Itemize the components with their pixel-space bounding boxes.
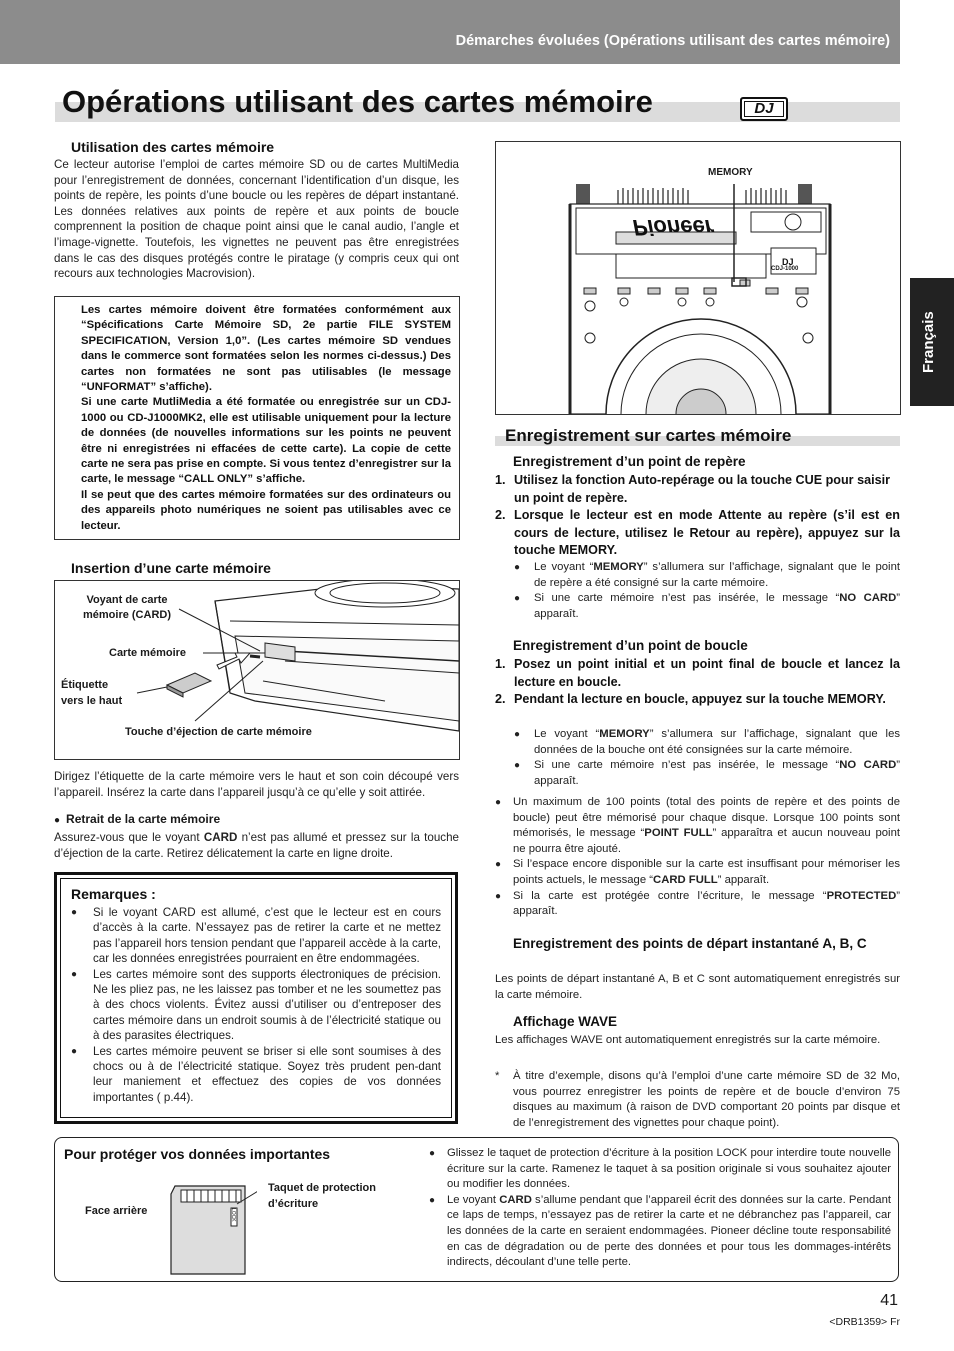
label-card: Carte mémoire — [109, 647, 187, 659]
remarks-box — [54, 872, 458, 1124]
loop-heading: Enregistrement d’un point de boucle — [513, 638, 748, 653]
protect-heading: Pour protéger vos données importantes — [64, 1146, 331, 1162]
removal-heading-row — [54, 812, 220, 826]
sd-card-illustration — [167, 1182, 257, 1277]
header-section-title: Démarches évoluées (Opérations utilisant des cartes mémoire) — [455, 33, 890, 49]
page-title: Opérations utilisant des cartes mémoire — [62, 84, 653, 119]
language-tab-label: Français — [920, 311, 937, 373]
cue-bullet-2 — [514, 591, 900, 622]
lock-text: LOCK — [230, 1208, 236, 1222]
warning-paragraph-2: Si une carte MutliMedia a été formatée ou enregistrée sur un CDJ-1000 ou CD-J1000MK2, elle est utilisable uniquement pour la lecture de données (de nouvelles informations sur les points ne peuvent être ni enregistrées ni effacées de cette carte). La copie de cette carte ne sera pas prise en compte. Si vous tentez d’enregistrer sur la carte, le message “CALL ONLY” s’affiche. — [81, 396, 451, 486]
hotcue-heading: Enregistrement des points de départ instantané A, B, C — [513, 936, 867, 951]
text-part: ” apparaît. — [513, 889, 900, 918]
text-part: ” apparaît. — [717, 873, 770, 886]
insertion-body: Dirigez l’étiquette de la carte mémoire vers le haut et son coin découpé vers l’appareil. Insérez la carte dans l’appareil jusqu’à ce qu’elle y soit attirée. — [54, 770, 459, 799]
step-text: Utilisez la fonction Auto-repérage ou la touche CUE pour saisir un point de repère. — [514, 473, 890, 505]
general-bullet-2 — [495, 857, 900, 888]
text-part: Si l’espace encore disponible sur la carte est insuffisant pour mémoriser les points actuels, le message “ — [513, 858, 900, 886]
label-card-led-1: Voyant de carte — [86, 594, 168, 606]
protect-bullet-2 — [429, 1193, 891, 1271]
dj-badge: DJ — [740, 97, 788, 121]
wave-heading: Affichage WAVE — [513, 1014, 618, 1029]
step-text: Pendant la lecture en boucle, appuyez sur la touche MEMORY. — [514, 692, 886, 707]
remark-item: ● Si le voyant CARD est allumé, c’est que le lecteur est en cours d’accès à la carte. N’essayez pas de retirer la carte et ne mettez pas l’appareil hors tension pendant que l’appareil accède à la carte, car les données enregistrées pourraient en être endommagées. — [71, 905, 441, 967]
protect-box — [54, 1137, 899, 1282]
text-bold: MEMORY — [593, 561, 644, 573]
text-part: ” apparaîtra et aucun nouveau point ne pourra être ajouté. — [513, 827, 900, 855]
text-part: s’allume pendant que l’appareil écrit des données sur la carte. Pendant ce laps de temps, n’essayez pas de retirer la carte et ne débranchez pas l’appareil, car les données de la carte en seraient endommagées. Pioneer décline toute responsabilité en cas de dégradation ou de perte des données et pour tous les dommages-intérêts indirects, découlant d’une telle perte. — [447, 1193, 891, 1269]
cue-step-1 — [495, 472, 900, 507]
loop-bullet-1 — [514, 727, 900, 758]
warning-paragraph-3: Il se peut que des cartes mémoire formatées sur des ordinateurs ou des appareils photo numériques ne soient pas utilisables avec ce lecteur. — [81, 488, 451, 532]
brand-logo-mirrored: Pioneer — [632, 215, 714, 240]
general-bullet-3 — [495, 889, 900, 920]
step-text: Posez un point initial et un point final de boucle et lancez la lecture en boucle. — [514, 657, 900, 689]
protect-bullet-1: ● Glissez le taquet de protection d’écriture à la position LOCK pour interdire toute nouvelle écriture sur la carte. Ramenez le taquet à sa position originale si vous souhaitez ajouter ou modifier les données. — [429, 1146, 891, 1193]
cue-heading: Enregistrement d’un point de repère — [513, 454, 746, 469]
remark-item: ● Les cartes mémoire sont des supports électroniques de précision. Ne les pliez pas, ne les laissez pas tomber et ne les soumettez pas à des chocs violents. Évitez aussi d’utiliser ou d’entreposer des cartes mémoire dans un endroit soumis à de l’électricité statique ou à des parasites électriques. — [71, 967, 441, 1044]
removal-body — [54, 830, 459, 861]
label-card-led-2: mémoire (CARD) — [82, 609, 171, 621]
model-label: CDJ-1000 — [771, 266, 799, 272]
cue-step-2 — [495, 507, 900, 560]
svg-text:DJ: DJ — [782, 257, 794, 267]
back-label: Face arrière — [85, 1205, 148, 1217]
header-bar — [0, 0, 900, 64]
text-part: Si la carte est protégée contre l’écriture, le message “ — [513, 889, 827, 902]
remark-item: ● Les cartes mémoire peuvent se briser si elle sont soumises à des chocs ou à de l’électricité statique. Soyez très prudent pen-dant leur maniement et effectuez des copies de vos données importantes ( p.44). — [71, 1044, 441, 1106]
tab-label-2: d’écriture — [268, 1198, 319, 1210]
text-part: Le voyant “ — [534, 728, 600, 740]
text-part: ” apparaît. — [534, 759, 900, 787]
text-part: ” s’allumera sur l’affichage, signalant que le point de repère a été consigné sur la carte mémoire. — [534, 561, 900, 589]
step-number: 2. — [495, 692, 506, 707]
doc-code: <DRB1359> Fr — [829, 1316, 900, 1328]
step-number: 2. — [495, 508, 506, 523]
general-bullet-1 — [495, 795, 900, 857]
usage-heading: Utilisation des cartes mémoire — [71, 139, 275, 155]
removal-body-bold: CARD — [203, 831, 238, 844]
wave-body: Les affichages WAVE ont automatiquement enregistrés sur la carte mémoire. — [495, 1034, 881, 1046]
step-number: 1. — [495, 657, 506, 671]
removal-heading: Retrait de la carte mémoire — [66, 812, 221, 826]
text-bold: PROTECTED — [826, 889, 897, 902]
memory-label: MEMORY — [708, 167, 753, 178]
text-part: Le voyant — [447, 1193, 500, 1206]
device-illustration — [496, 142, 900, 414]
cue-bullet-1 — [514, 560, 900, 591]
page-number: 41 — [880, 1292, 898, 1309]
text-part: Si une carte mémoire n’est pas insérée, le message “ — [534, 592, 840, 605]
text-part: Un maximum de 100 points (total des points de repère et des points de boucle) peut être mémorisé pour chaque disque. Lorsque 100 points sont mémorisés, le message “ — [513, 796, 900, 840]
device-figure — [495, 141, 901, 415]
note-asterisk: * — [495, 1070, 500, 1082]
text-bold: POINT FULL — [644, 827, 713, 840]
label-label-up-2: vers le haut — [61, 695, 123, 707]
text-part: ” s’allumera sur l’affichage, signalant que les données de la bouche ont été consignées sur la carte mémoire. — [534, 728, 900, 756]
label-label-up-1: Étiquette — [61, 679, 109, 691]
tab-label-1: Taquet de protection — [268, 1182, 376, 1194]
insertion-heading: Insertion d’une carte mémoire — [71, 560, 271, 576]
hotcue-body: Les points de départ instantané A, B et C sont automatiquement enregistrés sur la carte mémoire. — [495, 973, 900, 1001]
wave-note — [495, 1069, 900, 1131]
text-bold: CARD FULL — [653, 873, 718, 886]
loop-step-2 — [495, 691, 900, 709]
step-text: Lorsque le lecteur est en mode Attente au repère (s’il est en cours de lecture, utilisez le Retour au repère), appuyez sur la touche MEMORY. — [514, 508, 900, 558]
warning-paragraph-1: Les cartes mémoire doivent être formatées conformément aux “Spécifications Carte Mémoire SD, 2e partie FILE SYSTEM SPECIFICATION, Version 1,0”. (Les cartes mémoire SD vendues dans le commerce sont formatées selon les normes ci-dessus.) Des cartes non formatées ne sont pas utilisables (le message “UNFORMAT” s’affiche). — [81, 304, 451, 394]
remarks-heading: Remarques : — [71, 886, 156, 902]
step-number: 1. — [495, 473, 506, 487]
label-eject: Touche d’éjection de carte mémoire — [125, 726, 312, 738]
loop-bullet-2 — [514, 758, 900, 789]
note-text: À titre d’exemple, disons qu’à l’emploi d’une carte mémoire SD de 32 Mo, vous pourrez enregistrer les points de repère et de boucle d’environ 75 disques au maximum (à raison de DVD comportant 20 points par disque et de l’enregistrement des vignettes pour chaque point). — [513, 1070, 900, 1129]
text-bold: MEMORY — [599, 728, 650, 740]
loop-step-1 — [495, 656, 900, 691]
warning-box — [54, 296, 460, 540]
removal-body-b: n’est pas allumé et pressez sur la touche d’éjection de la carte. Retirez délicatement la carte en ligne droite. — [54, 831, 459, 860]
text-bold: NO CARD — [839, 759, 897, 772]
text-part: Le voyant “ — [534, 561, 594, 573]
bullet-icon: ● — [54, 815, 61, 826]
text-bold: NO CARD — [839, 592, 897, 605]
text-part: Si une carte mémoire n’est pas insérée, le message “ — [534, 759, 840, 772]
removal-body-a: Assurez-vous que le voyant — [54, 831, 204, 844]
text-bold: CARD — [499, 1193, 532, 1206]
text-part: ” apparaît. — [534, 592, 900, 620]
recording-heading: Enregistrement sur cartes mémoire — [505, 426, 792, 445]
insertion-figure — [54, 580, 460, 760]
usage-body: Ce lecteur autorise l’emploi de cartes mémoire SD ou de cartes MultiMedia pour l’enregistrement de données, concernant l’identification d’un disque, les points de repère, les points d’une boucle ou les repères de départ instantané. Les données relatives aux points de repère et aux points de boucle comprennent la position de chaque point ainsi que le canal audio, l’angle et l’image-vignette. Toutefois, les vignettes ne peuvent pas être enregistrées dans le cas des disques protégés contre le piratage (y compris ceux qui ont recours aux technologies Macrovision). — [54, 158, 459, 281]
